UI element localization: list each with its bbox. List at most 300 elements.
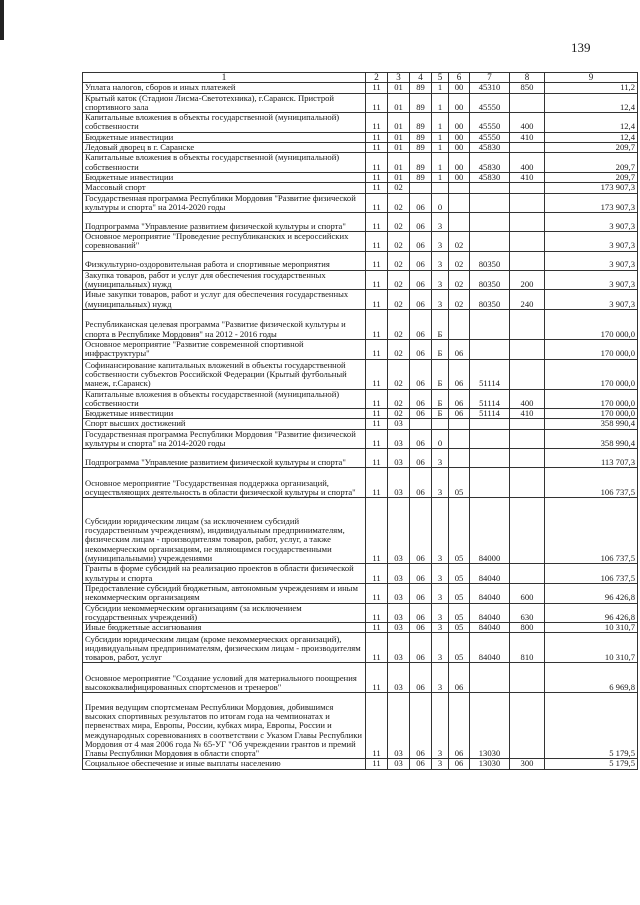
item-name-cell: Физкультурно-оздоровительная работа и спортивные мероприятия — [83, 251, 366, 270]
table-row — [83, 83, 638, 93]
amount-cell: 12,4 — [545, 93, 638, 113]
section-code-cell: 11 — [366, 132, 388, 142]
expense-type-code-cell — [510, 498, 545, 564]
item-name-cell: Предоставление субсидий бюджетным, автономным учреждениям и иным некоммерческим организациям — [83, 583, 366, 603]
expense-type-code-cell — [510, 693, 545, 759]
expense-type-code-cell: 200 — [510, 270, 545, 290]
amount-cell: 358 990,4 — [545, 419, 638, 429]
direction-code-cell: 45830 — [470, 143, 510, 153]
subsection-code-cell: 01 — [388, 172, 410, 182]
amount-cell: 96 426,8 — [545, 583, 638, 603]
event-code-cell — [449, 193, 470, 213]
item-name-cell: Софинансирование капитальных вложений в объекты государственной собственности субъектов Российской Федерации (Крытый футбольный манеж, г.Саранск) — [83, 359, 366, 389]
direction-code-cell — [470, 183, 510, 193]
event-code-cell: 06 — [449, 693, 470, 759]
subprogram-code-cell: 3 — [432, 213, 449, 232]
table-row — [83, 232, 638, 252]
subprogram-code-cell: 3 — [432, 603, 449, 623]
item-name-cell: Капитальные вложения в объекты государственной (муниципальной) собственности — [83, 389, 366, 409]
table-row — [83, 759, 638, 769]
program-code-cell: 06 — [410, 468, 432, 498]
item-name-cell: Социальное обеспечение и иные выплаты населению — [83, 759, 366, 769]
expense-type-code-cell — [510, 468, 545, 498]
expense-type-code-cell: 300 — [510, 759, 545, 769]
program-code-cell: 06 — [410, 290, 432, 310]
item-name-cell: Бюджетные инвестиции — [83, 132, 366, 142]
event-code-cell — [449, 213, 470, 232]
section-code-cell: 11 — [366, 389, 388, 409]
subsection-code-cell: 02 — [388, 183, 410, 193]
subprogram-code-cell: Б — [432, 339, 449, 359]
amount-cell: 3 907,3 — [545, 290, 638, 310]
column-header: 9 — [545, 73, 638, 83]
event-code-cell: 00 — [449, 113, 470, 133]
table-row — [83, 623, 638, 633]
amount-cell: 170 000,0 — [545, 389, 638, 409]
subsection-code-cell: 03 — [388, 759, 410, 769]
event-code-cell: 00 — [449, 132, 470, 142]
item-name-cell: Премия ведущим спортсменам Республики Мордовия, добившимся высоких спортивных результатов по итогам года на чемпионатах и первенствах мира, Европы, России, кубках мира, Европы, России и международных соревнованиях в соответствии с Указом Главы Республики Мордовия от 4 мая 2006 года № 65-УГ "Об учреждении грантов и премий Главы Республики Мордовия в области спорта" — [83, 693, 366, 759]
direction-code-cell: 84040 — [470, 623, 510, 633]
section-code-cell: 11 — [366, 290, 388, 310]
subsection-code-cell: 01 — [388, 93, 410, 113]
direction-code-cell — [470, 309, 510, 339]
section-code-cell: 11 — [366, 232, 388, 252]
program-code-cell: 06 — [410, 213, 432, 232]
subsection-code-cell: 01 — [388, 143, 410, 153]
item-name-cell: Субсидии некоммерческим организациям (за исключением государственных учреждений) — [83, 603, 366, 623]
subsection-code-cell: 03 — [388, 449, 410, 468]
section-code-cell: 11 — [366, 83, 388, 93]
program-code-cell: 06 — [410, 603, 432, 623]
direction-code-cell: 51114 — [470, 409, 510, 419]
program-code-cell: 06 — [410, 759, 432, 769]
section-code-cell: 11 — [366, 251, 388, 270]
event-code-cell — [449, 183, 470, 193]
expense-type-code-cell — [510, 359, 545, 389]
table-row — [83, 693, 638, 759]
section-code-cell: 11 — [366, 663, 388, 693]
subsection-code-cell: 03 — [388, 419, 410, 429]
event-code-cell: 06 — [449, 409, 470, 419]
subprogram-code-cell: 3 — [432, 693, 449, 759]
direction-code-cell: 45310 — [470, 83, 510, 93]
subsection-code-cell: 02 — [388, 193, 410, 213]
section-code-cell: 11 — [366, 429, 388, 449]
column-header: 7 — [470, 73, 510, 83]
amount-cell: 5 179,5 — [545, 693, 638, 759]
subsection-code-cell: 02 — [388, 213, 410, 232]
column-header: 1 — [83, 73, 366, 83]
subprogram-code-cell: 3 — [432, 449, 449, 468]
event-code-cell: 05 — [449, 583, 470, 603]
amount-cell: 358 990,4 — [545, 429, 638, 449]
subsection-code-cell: 02 — [388, 232, 410, 252]
program-code-cell: 89 — [410, 83, 432, 93]
subsection-code-cell: 02 — [388, 359, 410, 389]
subprogram-code-cell: 1 — [432, 172, 449, 182]
section-code-cell: 11 — [366, 93, 388, 113]
direction-code-cell: 45830 — [470, 172, 510, 182]
direction-code-cell: 80350 — [470, 270, 510, 290]
table-row — [83, 290, 638, 310]
event-code-cell: 05 — [449, 633, 470, 663]
subprogram-code-cell: 3 — [432, 759, 449, 769]
section-code-cell: 11 — [366, 409, 388, 419]
subsection-code-cell: 03 — [388, 468, 410, 498]
expense-type-code-cell: 800 — [510, 623, 545, 633]
section-code-cell: 11 — [366, 213, 388, 232]
table-row — [83, 389, 638, 409]
program-code-cell: 06 — [410, 623, 432, 633]
amount-cell: 12,4 — [545, 113, 638, 133]
event-code-cell: 05 — [449, 623, 470, 633]
table-row — [83, 339, 638, 359]
direction-code-cell — [470, 449, 510, 468]
expense-type-code-cell — [510, 93, 545, 113]
program-code-cell: 06 — [410, 389, 432, 409]
program-code-cell: 06 — [410, 583, 432, 603]
table-row — [83, 564, 638, 584]
amount-cell: 11,2 — [545, 83, 638, 93]
subsection-code-cell: 03 — [388, 603, 410, 623]
direction-code-cell: 84040 — [470, 583, 510, 603]
table-row — [83, 409, 638, 419]
item-name-cell: Бюджетные инвестиции — [83, 172, 366, 182]
table-row — [83, 172, 638, 182]
expense-type-code-cell: 600 — [510, 583, 545, 603]
subsection-code-cell: 03 — [388, 583, 410, 603]
item-name-cell: Закупка товаров, работ и услуг для обеспечения государственных (муниципальных) нужд — [83, 270, 366, 290]
section-code-cell: 11 — [366, 153, 388, 173]
section-code-cell: 11 — [366, 309, 388, 339]
expense-type-code-cell: 410 — [510, 172, 545, 182]
table-row — [83, 270, 638, 290]
budget-table — [82, 72, 638, 770]
expense-type-code-cell: 630 — [510, 603, 545, 623]
subprogram-code-cell: Б — [432, 359, 449, 389]
subprogram-code-cell: 0 — [432, 429, 449, 449]
item-name-cell: Основное мероприятие "Проведение республиканских и всероссийских соревнований" — [83, 232, 366, 252]
subprogram-code-cell: 3 — [432, 232, 449, 252]
event-code-cell: 02 — [449, 251, 470, 270]
section-code-cell: 11 — [366, 468, 388, 498]
event-code-cell: 06 — [449, 759, 470, 769]
section-code-cell: 11 — [366, 172, 388, 182]
expense-type-code-cell — [510, 429, 545, 449]
direction-code-cell: 84000 — [470, 498, 510, 564]
subprogram-code-cell: 0 — [432, 193, 449, 213]
table-row — [83, 213, 638, 232]
direction-code-cell: 13030 — [470, 693, 510, 759]
direction-code-cell: 84040 — [470, 564, 510, 584]
subprogram-code-cell: 1 — [432, 143, 449, 153]
subprogram-code-cell: 3 — [432, 663, 449, 693]
section-code-cell: 11 — [366, 359, 388, 389]
expense-type-code-cell: 400 — [510, 113, 545, 133]
program-code-cell: 06 — [410, 359, 432, 389]
program-code-cell: 06 — [410, 564, 432, 584]
direction-code-cell: 51114 — [470, 389, 510, 409]
amount-cell: 10 310,7 — [545, 633, 638, 663]
amount-cell: 113 707,3 — [545, 449, 638, 468]
subsection-code-cell: 02 — [388, 409, 410, 419]
event-code-cell — [449, 309, 470, 339]
amount-cell: 173 907,3 — [545, 193, 638, 213]
direction-code-cell: 84040 — [470, 603, 510, 623]
direction-code-cell — [470, 339, 510, 359]
section-code-cell: 11 — [366, 633, 388, 663]
direction-code-cell: 45830 — [470, 153, 510, 173]
section-code-cell: 11 — [366, 564, 388, 584]
column-header: 3 — [388, 73, 410, 83]
table-row — [83, 113, 638, 133]
item-name-cell: Основное мероприятие "Развитие современной спортивной инфраструктуры" — [83, 339, 366, 359]
direction-code-cell: 51114 — [470, 359, 510, 389]
direction-code-cell: 80350 — [470, 251, 510, 270]
expense-type-code-cell — [510, 232, 545, 252]
item-name-cell: Бюджетные инвестиции — [83, 409, 366, 419]
event-code-cell: 06 — [449, 663, 470, 693]
program-code-cell: 06 — [410, 663, 432, 693]
section-code-cell: 11 — [366, 193, 388, 213]
event-code-cell: 06 — [449, 359, 470, 389]
event-code-cell: 00 — [449, 172, 470, 182]
amount-cell: 106 737,5 — [545, 564, 638, 584]
subprogram-code-cell — [432, 419, 449, 429]
subsection-code-cell: 02 — [388, 251, 410, 270]
item-name-cell: Подпрограмма "Управление развитием физической культуры и спорта" — [83, 213, 366, 232]
direction-code-cell — [470, 213, 510, 232]
table-row — [83, 468, 638, 498]
item-name-cell: Иные бюджетные ассигнования — [83, 623, 366, 633]
direction-code-cell: 45550 — [470, 113, 510, 133]
subsection-code-cell: 03 — [388, 429, 410, 449]
amount-cell: 173 907,3 — [545, 183, 638, 193]
subprogram-code-cell: 3 — [432, 270, 449, 290]
amount-cell: 170 000,0 — [545, 409, 638, 419]
amount-cell: 209,7 — [545, 143, 638, 153]
section-code-cell: 11 — [366, 183, 388, 193]
table-header-row — [83, 73, 638, 83]
column-header: 6 — [449, 73, 470, 83]
event-code-cell: 05 — [449, 564, 470, 584]
amount-cell: 3 907,3 — [545, 251, 638, 270]
expense-type-code-cell — [510, 419, 545, 429]
section-code-cell: 11 — [366, 449, 388, 468]
event-code-cell — [449, 419, 470, 429]
expense-type-code-cell — [510, 309, 545, 339]
amount-cell: 170 000,0 — [545, 359, 638, 389]
item-name-cell: Массовый спорт — [83, 183, 366, 193]
event-code-cell: 05 — [449, 498, 470, 564]
table-row — [83, 498, 638, 564]
amount-cell: 96 426,8 — [545, 603, 638, 623]
subprogram-code-cell — [432, 183, 449, 193]
expense-type-code-cell: 240 — [510, 290, 545, 310]
item-name-cell: Государственная программа Республики Мордовия "Развитие физической культуры и спорта" на 2014-2020 годы — [83, 429, 366, 449]
amount-cell: 106 737,5 — [545, 498, 638, 564]
subprogram-code-cell: 3 — [432, 468, 449, 498]
item-name-cell: Иные закупки товаров, работ и услуг для обеспечения государственных (муниципальных) нужд — [83, 290, 366, 310]
subprogram-code-cell: 1 — [432, 153, 449, 173]
expense-type-code-cell: 810 — [510, 633, 545, 663]
section-code-cell: 11 — [366, 759, 388, 769]
section-code-cell: 11 — [366, 693, 388, 759]
event-code-cell: 06 — [449, 389, 470, 409]
expense-type-code-cell — [510, 143, 545, 153]
amount-cell: 3 907,3 — [545, 270, 638, 290]
program-code-cell — [410, 419, 432, 429]
event-code-cell: 00 — [449, 83, 470, 93]
subsection-code-cell: 03 — [388, 633, 410, 663]
item-name-cell: Гранты в форме субсидий на реализацию проектов в области физической культуры и спорта — [83, 564, 366, 584]
section-code-cell: 11 — [366, 583, 388, 603]
amount-cell: 170 000,0 — [545, 309, 638, 339]
table-body — [83, 73, 638, 770]
column-header: 5 — [432, 73, 449, 83]
direction-code-cell — [470, 468, 510, 498]
section-code-cell: 11 — [366, 498, 388, 564]
expense-type-code-cell — [510, 251, 545, 270]
expense-type-code-cell: 410 — [510, 132, 545, 142]
table-row — [83, 183, 638, 193]
event-code-cell: 00 — [449, 143, 470, 153]
expense-type-code-cell: 400 — [510, 153, 545, 173]
program-code-cell: 06 — [410, 339, 432, 359]
table-row — [83, 603, 638, 623]
item-name-cell: Капитальные вложения в объекты государственной (муниципальной) собственности — [83, 153, 366, 173]
direction-code-cell: 80350 — [470, 290, 510, 310]
scan-edge-mark — [0, 0, 4, 40]
page-number: 139 — [571, 40, 591, 55]
table-row — [83, 359, 638, 389]
table-row — [83, 309, 638, 339]
amount-cell: 106 737,5 — [545, 468, 638, 498]
event-code-cell: 02 — [449, 270, 470, 290]
direction-code-cell: 84040 — [470, 633, 510, 663]
section-code-cell: 11 — [366, 339, 388, 359]
direction-code-cell: 13030 — [470, 759, 510, 769]
item-name-cell: Субсидии юридическим лицам (за исключением субсидий государственным учреждениям), индивидуальным предпринимателям, физическим лицам - производителям товаров, работ, услуг, а также некоммерческим организациям, не являющимся государственными (муниципальными) учреждениями — [83, 498, 366, 564]
event-code-cell: 00 — [449, 93, 470, 113]
item-name-cell: Спорт высших достижений — [83, 419, 366, 429]
subprogram-code-cell: 1 — [432, 93, 449, 113]
expense-type-code-cell — [510, 564, 545, 584]
program-code-cell: 89 — [410, 153, 432, 173]
amount-cell: 12,4 — [545, 132, 638, 142]
subsection-code-cell: 02 — [388, 309, 410, 339]
program-code-cell: 06 — [410, 693, 432, 759]
subprogram-code-cell: 3 — [432, 564, 449, 584]
subprogram-code-cell: 3 — [432, 290, 449, 310]
subsection-code-cell: 02 — [388, 270, 410, 290]
amount-cell: 3 907,3 — [545, 213, 638, 232]
amount-cell: 3 907,3 — [545, 232, 638, 252]
section-code-cell: 11 — [366, 603, 388, 623]
subprogram-code-cell: 3 — [432, 633, 449, 663]
amount-cell: 10 310,7 — [545, 623, 638, 633]
event-code-cell: 02 — [449, 290, 470, 310]
amount-cell: 209,7 — [545, 153, 638, 173]
event-code-cell: 06 — [449, 339, 470, 359]
event-code-cell: 00 — [449, 153, 470, 173]
amount-cell: 209,7 — [545, 172, 638, 182]
event-code-cell: 05 — [449, 468, 470, 498]
subsection-code-cell: 03 — [388, 564, 410, 584]
expense-type-code-cell — [510, 663, 545, 693]
expense-type-code-cell — [510, 449, 545, 468]
subprogram-code-cell: 1 — [432, 132, 449, 142]
direction-code-cell — [470, 663, 510, 693]
section-code-cell: 11 — [366, 143, 388, 153]
program-code-cell: 89 — [410, 132, 432, 142]
table-row — [83, 663, 638, 693]
amount-cell: 6 969,8 — [545, 663, 638, 693]
subprogram-code-cell: Б — [432, 309, 449, 339]
section-code-cell: 11 — [366, 419, 388, 429]
item-name-cell: Уплата налогов, сборов и иных платежей — [83, 83, 366, 93]
subsection-code-cell: 03 — [388, 498, 410, 564]
program-code-cell: 06 — [410, 498, 432, 564]
program-code-cell: 06 — [410, 449, 432, 468]
section-code-cell: 11 — [366, 270, 388, 290]
expense-type-code-cell — [510, 183, 545, 193]
direction-code-cell: 45550 — [470, 132, 510, 142]
direction-code-cell — [470, 419, 510, 429]
direction-code-cell — [470, 232, 510, 252]
direction-code-cell: 45550 — [470, 93, 510, 113]
program-code-cell: 06 — [410, 193, 432, 213]
table-row — [83, 143, 638, 153]
item-name-cell: Основное мероприятие "Государственная поддержка организаций, осуществляющих деятельность в области физической культуры и спорта" — [83, 468, 366, 498]
subsection-code-cell: 01 — [388, 132, 410, 142]
event-code-cell: 02 — [449, 232, 470, 252]
item-name-cell: Подпрограмма "Управление развитием физической культуры и спорта" — [83, 449, 366, 468]
subsection-code-cell: 03 — [388, 623, 410, 633]
subprogram-code-cell: 3 — [432, 498, 449, 564]
subprogram-code-cell: 3 — [432, 623, 449, 633]
table-row — [83, 251, 638, 270]
program-code-cell: 06 — [410, 309, 432, 339]
item-name-cell: Основное мероприятие "Создание условий для материального поощрения высококвалифицированных спортсменов и тренеров" — [83, 663, 366, 693]
subprogram-code-cell: 1 — [432, 113, 449, 133]
item-name-cell: Крытый каток (Стадион Лисма-Светотехника), г.Саранск. Пристрой спортивного зала — [83, 93, 366, 113]
program-code-cell: 06 — [410, 270, 432, 290]
event-code-cell — [449, 429, 470, 449]
subsection-code-cell: 01 — [388, 113, 410, 133]
program-code-cell: 89 — [410, 143, 432, 153]
subsection-code-cell: 01 — [388, 153, 410, 173]
program-code-cell: 89 — [410, 113, 432, 133]
item-name-cell: Субсидии юридическим лицам (кроме некоммерческих организаций), индивидуальным предпринимателям, физическим лицам - производителям товаров, работ, услуг — [83, 633, 366, 663]
table-row — [83, 132, 638, 142]
program-code-cell: 89 — [410, 93, 432, 113]
event-code-cell — [449, 449, 470, 468]
item-name-cell: Капитальные вложения в объекты государственной (муниципальной) собственности — [83, 113, 366, 133]
program-code-cell — [410, 183, 432, 193]
program-code-cell: 06 — [410, 429, 432, 449]
subprogram-code-cell: 3 — [432, 251, 449, 270]
amount-cell: 170 000,0 — [545, 339, 638, 359]
expense-type-code-cell: 400 — [510, 389, 545, 409]
expense-type-code-cell — [510, 339, 545, 359]
subprogram-code-cell: Б — [432, 389, 449, 409]
direction-code-cell — [470, 193, 510, 213]
section-code-cell: 11 — [366, 623, 388, 633]
program-code-cell: 06 — [410, 633, 432, 663]
table-row — [83, 93, 638, 113]
